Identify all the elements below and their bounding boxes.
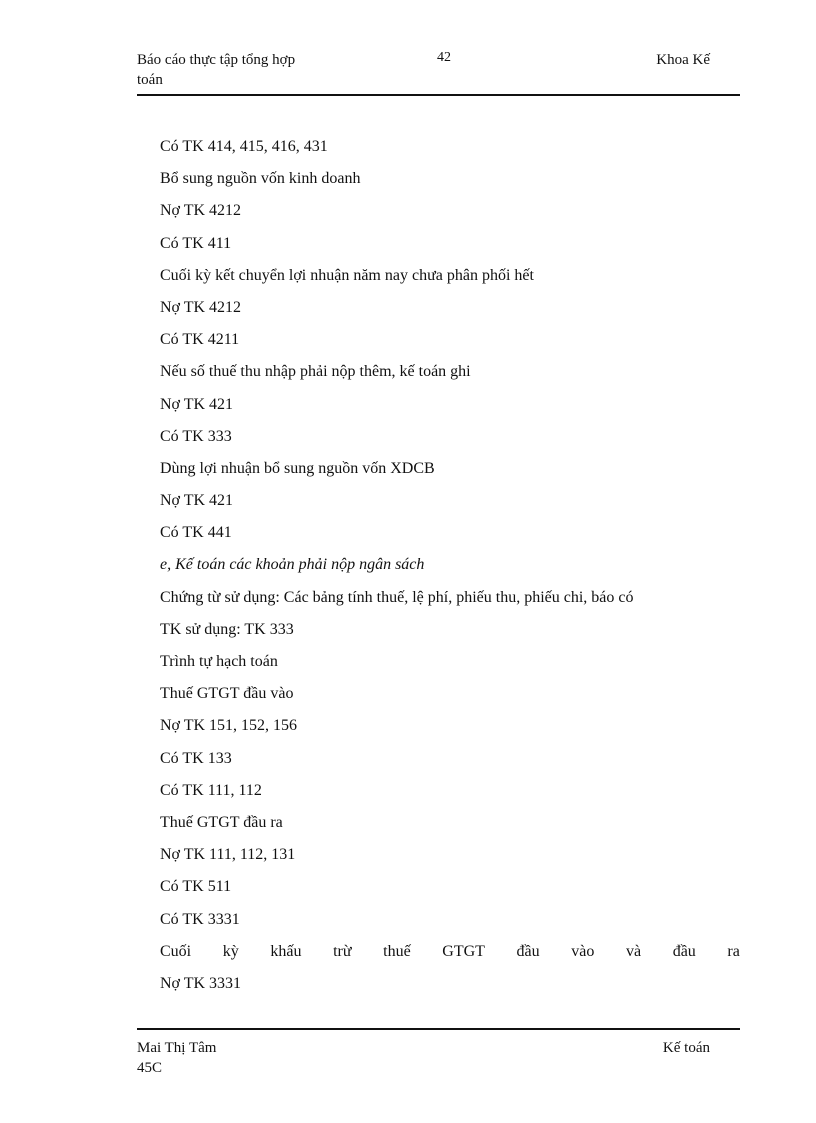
text-line: Bổ sung nguồn vốn kinh doanh (160, 170, 361, 188)
text-line: Trình tự hạch toán (160, 653, 278, 670)
text-line: Dùng lợi nhuận bổ sung nguồn vốn XDCB (160, 459, 435, 477)
text-line: Nợ TK 4212 (160, 202, 242, 220)
text-line: Có TK 511 (160, 878, 232, 896)
footer-author (137, 1038, 216, 1078)
text-line: Nợ TK 421 (160, 492, 234, 510)
text-line: Nợ TK 3331 (160, 974, 242, 992)
word: đầu (516, 942, 540, 960)
word: ra (727, 942, 740, 960)
text-line: Có TK 133 (160, 749, 232, 767)
text-line: Có TK 111, 112 (160, 781, 262, 799)
footer-author-name: Mai Thị Tâm (137, 1040, 217, 1056)
text-line: Cuối kỳ kết chuyển lợi nhuận năm nay chưa phân phối hết (160, 266, 534, 284)
text-line: Nếu số thuế thu nhập phải nộp thêm, kế toán ghi (160, 363, 471, 381)
text-line: Thuế GTGT đầu vào (160, 685, 294, 703)
text-line: TK sử dụng: TK 333 (160, 620, 294, 638)
word: Cuối (160, 942, 192, 960)
text-line: Nợ TK 421 (160, 395, 234, 413)
justified-line (160, 936, 740, 968)
text-line: Có TK 333 (160, 427, 232, 445)
page-footer (137, 1028, 740, 1082)
word: GTGT (442, 942, 485, 960)
header-title (137, 50, 367, 90)
text-line: Có TK 4211 (160, 331, 240, 349)
header-title-line2: toán (137, 72, 163, 88)
word: và (625, 942, 642, 960)
text-line: Nợ TK 111, 112, 131 (160, 846, 296, 864)
word: khấu (270, 942, 302, 960)
header-title-line1: Báo cáo thực tập tổng hợp (137, 52, 296, 68)
text-line: Chứng từ sử dụng: Các bảng tính thuế, lệ phí, phiếu thu, phiếu chi, báo có (160, 588, 634, 606)
text-line: Có TK 411 (160, 234, 232, 252)
page-header (137, 50, 740, 96)
word: kỳ (222, 942, 239, 960)
footer-department: Kế toán (662, 1040, 710, 1056)
word: trừ (333, 942, 352, 960)
text-line: Có TK 3331 (160, 910, 240, 928)
word: thuế (383, 942, 411, 960)
section-heading: e, Kế toán các khoản phải nộp ngân sách (160, 556, 425, 574)
header-department: Khoa Kế (656, 52, 710, 68)
word: vào (571, 942, 595, 960)
text-line: Thuế GTGT đầu ra (160, 813, 283, 831)
text-line: Nợ TK 4212 (160, 298, 242, 316)
page-number: 42 (437, 50, 451, 65)
footer-author-class: 45C (137, 1060, 163, 1076)
word: đầu (672, 942, 696, 960)
text-line: Có TK 441 (160, 524, 232, 542)
text-line: Có TK 414, 415, 416, 431 (160, 138, 328, 155)
document-body (160, 131, 740, 1000)
text-line: Nợ TK 151, 152, 156 (160, 717, 298, 735)
